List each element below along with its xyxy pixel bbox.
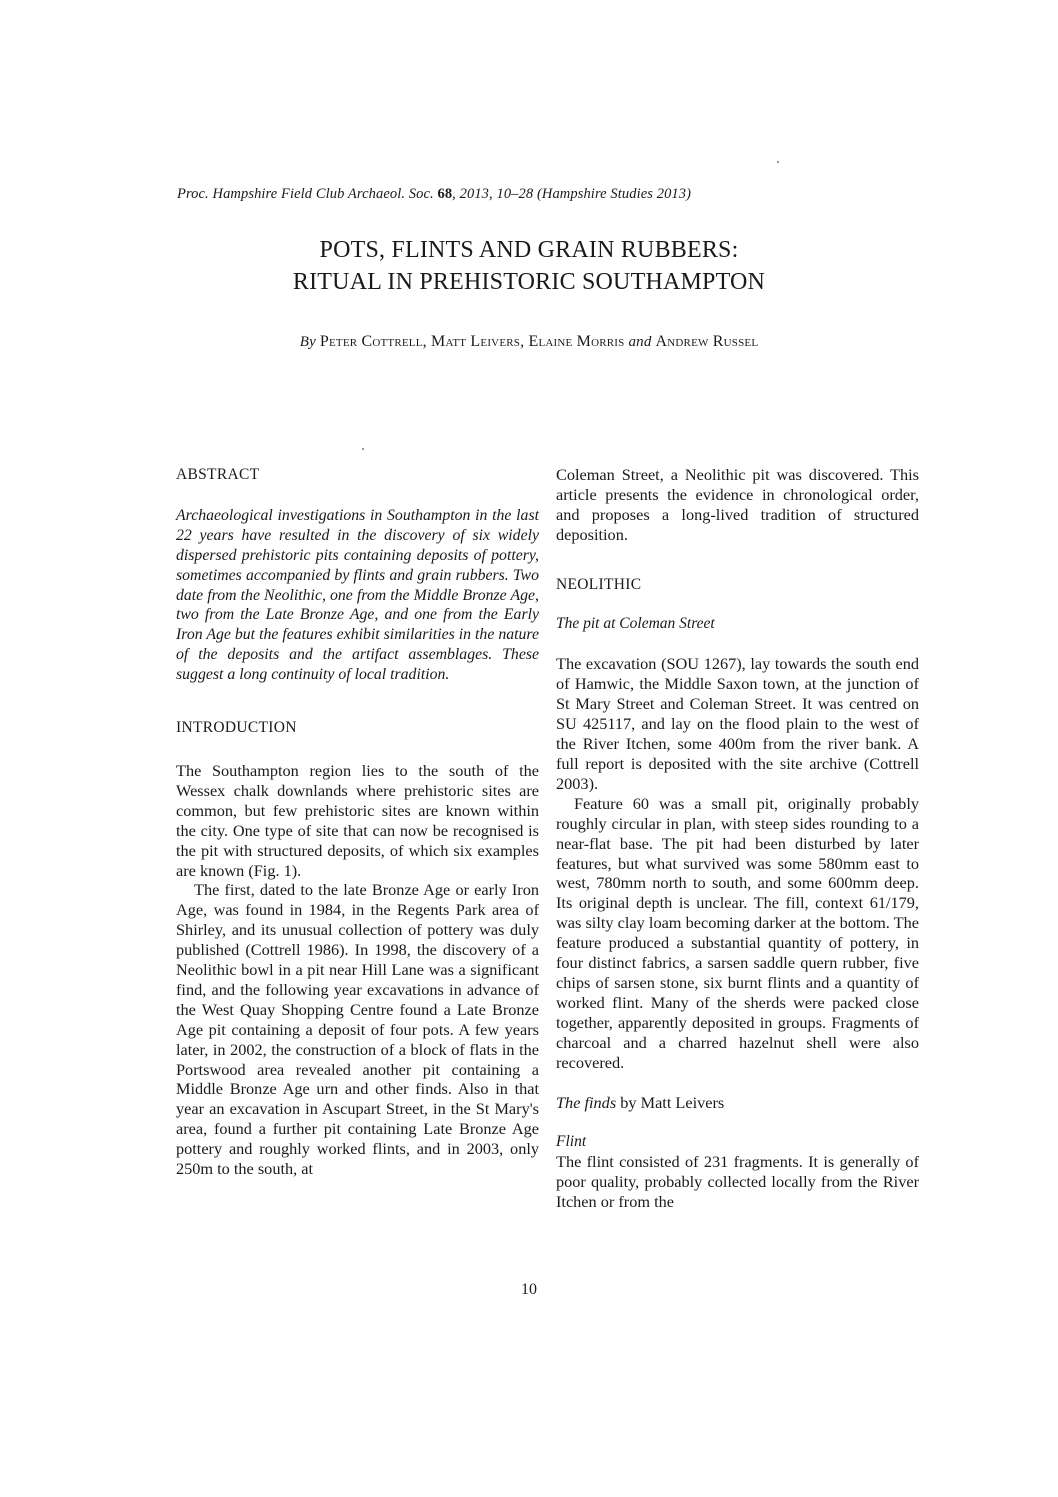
pit-subheading: The pit at Coleman Street (556, 614, 715, 632)
author-last: Andrew Russel (655, 333, 759, 350)
pit-paragraph-2: Feature 60 was a small pit, originally probably roughly circular in plan, with steep sides rounding to a near-flat base. The pit had been disturbed by later features, but what survived was some 580mm east to west, 780mm north to south, and some 600mm deep. Its original depth is unclear. The fill, context 61/179, was silty clay loam becoming darker at the bottom. The feature produced a substantial quantity of pottery, in four distinct fabrics, a sarsen saddle quern rubber, five chips of sarsen stone, six burnt flints and a quantity of worked flint. Many of the sherds were packed close together, apparently deposited in groups. Fragments of charcoal and a charred hazelnut shell were also recovered. (556, 793, 919, 1072)
scan-speck (362, 448, 364, 450)
finds-subheading: The finds by Matt Leivers (556, 1093, 725, 1113)
left-column (176, 465, 539, 1179)
article-title-line-2: RITUAL IN PREHISTORIC SOUTHAMPTON (292, 269, 766, 295)
intro-paragraph-2: The first, dated to the late Bronze Age or early Iron Age, was found in 1984, in the Regents Park area of Shirley, and its unusual collection of pottery was duly published (Cottrell 1986). In 1998, the discovery of a Neolithic bowl in a pit near Hill Lane was a significant find, and the following year excavations in advance of the West Quay Shopping Centre found a Late Bronze Age pit containing a deposit of four pots. A few years later, in 2002, the construction of a block of flats in the Portswood area revealed another pit containing a Middle Bronze Age urn and other finds. Also in that year an excavation in Ascupart Street, in the St Mary's area, found a further pit containing Late Bronze Age pottery and roughly worked flints, and in 2003, only 250m to the south, at (176, 880, 539, 1179)
author-names: Peter Cottrell, Matt Leivers, Elaine Morris (319, 333, 625, 350)
scan-speck (777, 161, 779, 163)
flint-paragraph-1: The flint consisted of 231 fragments. It is generally of poor quality, probably collected locally from the River Itchen or from the (556, 1152, 919, 1212)
flint-heading: Flint (556, 1133, 587, 1151)
introduction-heading: INTRODUCTION (176, 719, 297, 737)
right-column (556, 465, 919, 1212)
neolithic-heading: NEOLITHIC (556, 575, 642, 593)
author-byline: By Peter Cottrell, Matt Leivers, Elaine Morris and Andrew Russel (299, 333, 759, 350)
article-title (0, 234, 1058, 298)
intro-continuation: Coleman Street, a Neolithic pit was discovered. This article presents the evidence in chronological order, and proposes a long-lived tradition of structured deposition. (556, 465, 919, 544)
abstract-heading: ABSTRACT (176, 466, 260, 483)
journal-citation: Proc. Hampshire Field Club Archaeol. Soc. 68, 2013, 10–28 (Hampshire Studies 2013) (177, 186, 692, 202)
intro-paragraph-1: The Southampton region lies to the south of the Wessex chalk downlands where prehistoric sites are common, but few prehistoric sites are known within the city. One type of site that can now be recognised is the pit with structured deposits, of which six examples are known (Fig. 1). (176, 760, 539, 880)
pit-paragraph-1: The excavation (SOU 1267), lay towards the south end of Hamwic, the Middle Saxon town, at the junction of St Mary Street and Coleman Street. It was centred on SU 425117, and lay on the flood plain to the west of the River Itchen, some 400m from the river bank. A full report is deposited with the site archive (Cottrell 2003). (556, 654, 919, 793)
article-title-line-1: POTS, FLINTS AND GRAIN RUBBERS: (319, 237, 739, 263)
page-number: 10 (521, 1281, 537, 1298)
abstract-text: Archaeological investigations in Southampton in the last 22 years have resulted in the discovery of six widely dispersed prehistoric pits containing deposits of pottery, sometimes accompanied by flints and grain rubbers. Two date from the Neolithic, one from the Middle Bronze Age, two from the Late Bronze Age, and one from the Early Iron Age but the features exhibit similarities in the nature of the deposits and the artifact assemblages. These suggest a long continuity of local tradition. (176, 506, 539, 684)
